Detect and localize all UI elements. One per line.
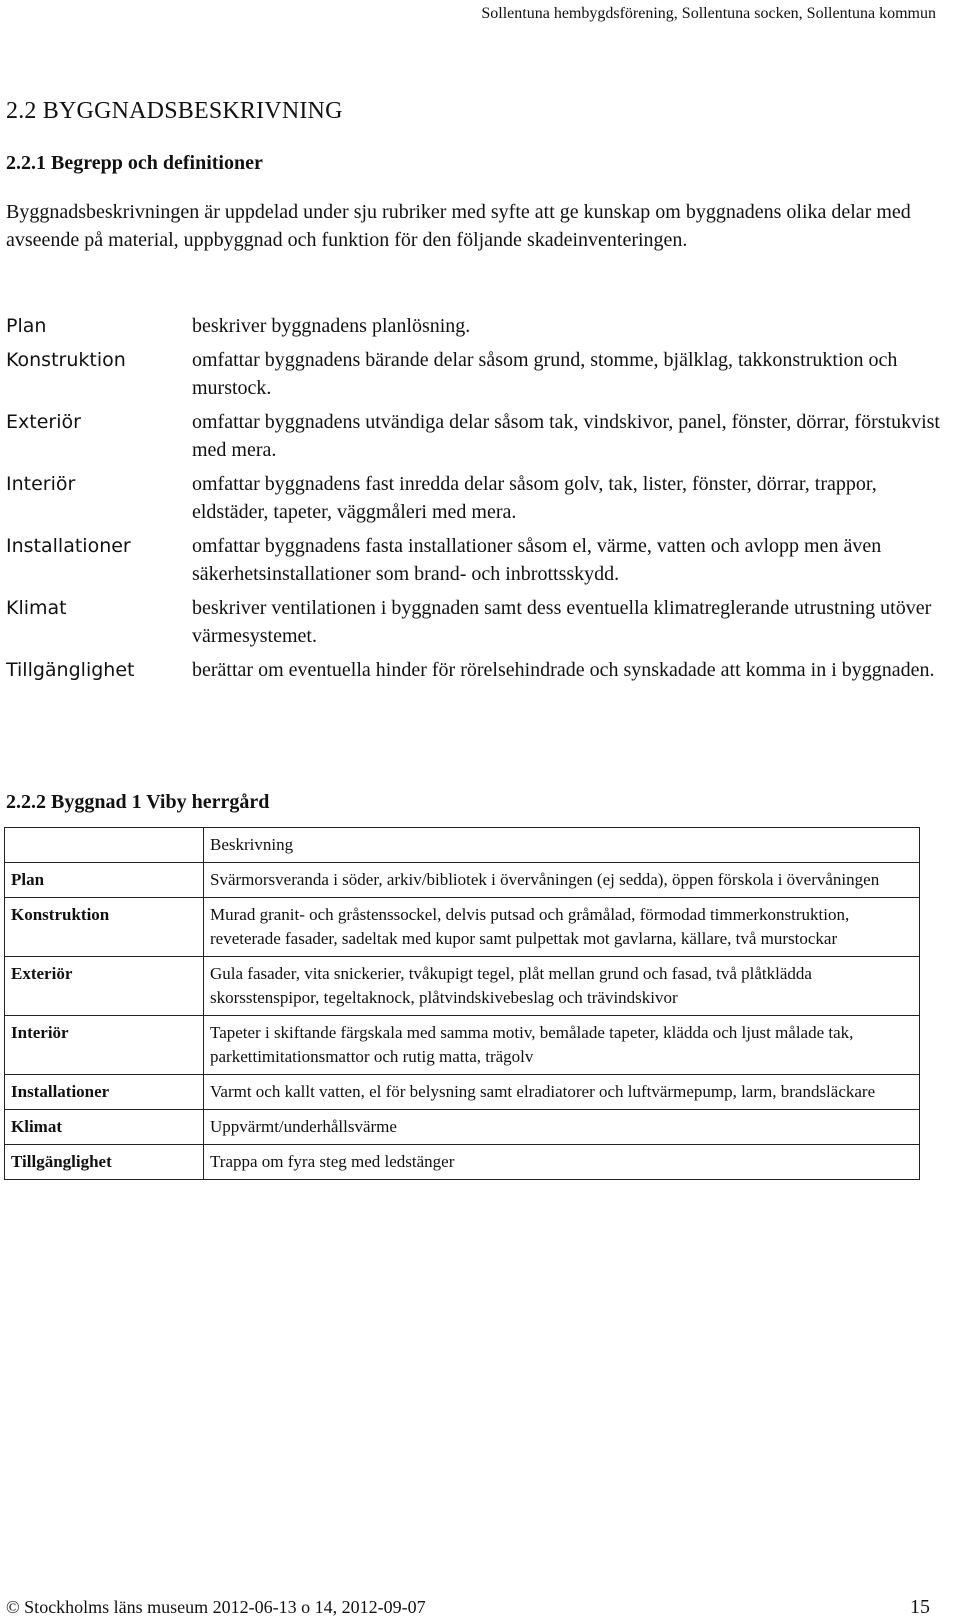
table-header-row <box>5 828 920 863</box>
definition-item <box>6 656 946 684</box>
table-row <box>5 1016 920 1075</box>
table-row <box>5 863 920 898</box>
definition-description: berättar om eventuella hinder för rörelsehindrade och synskadade att komma in i byggnaden. <box>192 659 935 681</box>
table-row-value: Svärmorsveranda i söder, arkiv/bibliotek i övervåningen (ej sedda), öppen förskola i övervåningen <box>204 863 920 898</box>
definition-description: omfattar byggnadens bärande delar såsom grund, stomme, bjälklag, takkonstruktion och murstock. <box>192 349 898 399</box>
table-row-label: Tillgänglighet <box>5 1145 204 1180</box>
table-row-label: Interiör <box>5 1016 204 1075</box>
definition-item <box>6 594 946 650</box>
definition-term: Plan <box>6 315 47 337</box>
subsection-title-building: 2.2.2 Byggnad 1 Viby herrgård <box>6 791 270 813</box>
table-row-value: Trappa om fyra steg med ledstänger <box>204 1145 920 1180</box>
page-footer <box>6 1596 930 1618</box>
page-number: 15 <box>910 1596 930 1618</box>
table-row-value: Varmt och kallt vatten, el för belysning samt elradiatorer och luftvärmepump, larm, brandsläckare <box>204 1075 920 1110</box>
definition-item <box>6 346 946 402</box>
table-row <box>5 898 920 957</box>
table-row-value: Murad granit- och gråstenssockel, delvis putsad och gråmålad, förmodad timmerkonstruktion, reveterade fasader, sadeltak med kupor samt pulpettak mot gavlarna, källare, två murstockar <box>204 898 920 957</box>
table-row <box>5 1145 920 1180</box>
definition-term: Klimat <box>6 597 67 619</box>
footer-credit: © Stockholms läns museum 2012-06-13 o 14, 2012-09-07 <box>6 1597 426 1617</box>
definition-item <box>6 470 946 526</box>
table-row <box>5 1110 920 1145</box>
table-row-value: Gula fasader, vita snickerier, tvåkupigt tegel, plåt mellan grund och fasad, två plåtklädda skorsstenspipor, tegeltaknock, plåtvindskivebeslag och trävindskivor <box>204 957 920 1016</box>
table-header-empty <box>5 828 204 863</box>
definition-term: Tillgänglighet <box>6 659 135 681</box>
table-header-description: Beskrivning <box>204 828 920 863</box>
definition-item <box>6 532 946 588</box>
definition-term: Installationer <box>6 535 131 557</box>
definition-description: beskriver ventilationen i byggnaden samt dess eventuella klimatreglerande utrustning utöver värmesystemet. <box>192 597 932 647</box>
building-description-table <box>4 827 920 1180</box>
table-row-label: Plan <box>5 863 204 898</box>
definition-item <box>6 408 946 464</box>
subsection-title-definitions: 2.2.1 Begrepp och definitioner <box>6 152 263 174</box>
definition-item <box>6 312 946 340</box>
table-row <box>5 957 920 1016</box>
table-row-value: Tapeter i skiftande färgskala med samma motiv, bemålade tapeter, klädda och ljust målade tak, parkettimitationsmattor och rutig matta, trägolv <box>204 1016 920 1075</box>
table-row-value: Uppvärmt/underhållsvärme <box>204 1110 920 1145</box>
definition-description: omfattar byggnadens fasta installationer såsom el, värme, vatten och avlopp men även säkerhetsinstallationer som brand- och inbrottsskydd. <box>192 535 882 585</box>
definition-term: Konstruktion <box>6 349 126 371</box>
table-row-label: Konstruktion <box>5 898 204 957</box>
definition-description: omfattar byggnadens fast inredda delar såsom golv, tak, lister, fönster, dörrar, trappor, eldstäder, tapeter, väggmåleri med mera. <box>192 473 877 523</box>
table-row <box>5 1075 920 1110</box>
table-row-label: Klimat <box>5 1110 204 1145</box>
intro-paragraph: Byggnadsbeskrivningen är uppdelad under sju rubriker med syfte att ge kunskap om byggnadens olika delar med avseende på material, uppbyggnad och funktion för den följande skadeinventeringen. <box>6 201 911 251</box>
table-row-label: Exteriör <box>5 957 204 1016</box>
table-row-label: Installationer <box>5 1075 204 1110</box>
definition-term: Exteriör <box>6 411 81 433</box>
definition-description: beskriver byggnadens planlösning. <box>192 315 471 337</box>
definition-list <box>6 312 946 690</box>
section-title: 2.2 BYGGNADSBESKRIVNING <box>6 98 343 124</box>
definition-term: Interiör <box>6 473 76 495</box>
definition-description: omfattar byggnadens utvändiga delar såsom tak, vindskivor, panel, fönster, dörrar, förstukvist med mera. <box>192 411 940 461</box>
running-header: Sollentuna hembygdsförening, Sollentuna socken, Sollentuna kommun <box>481 5 936 22</box>
